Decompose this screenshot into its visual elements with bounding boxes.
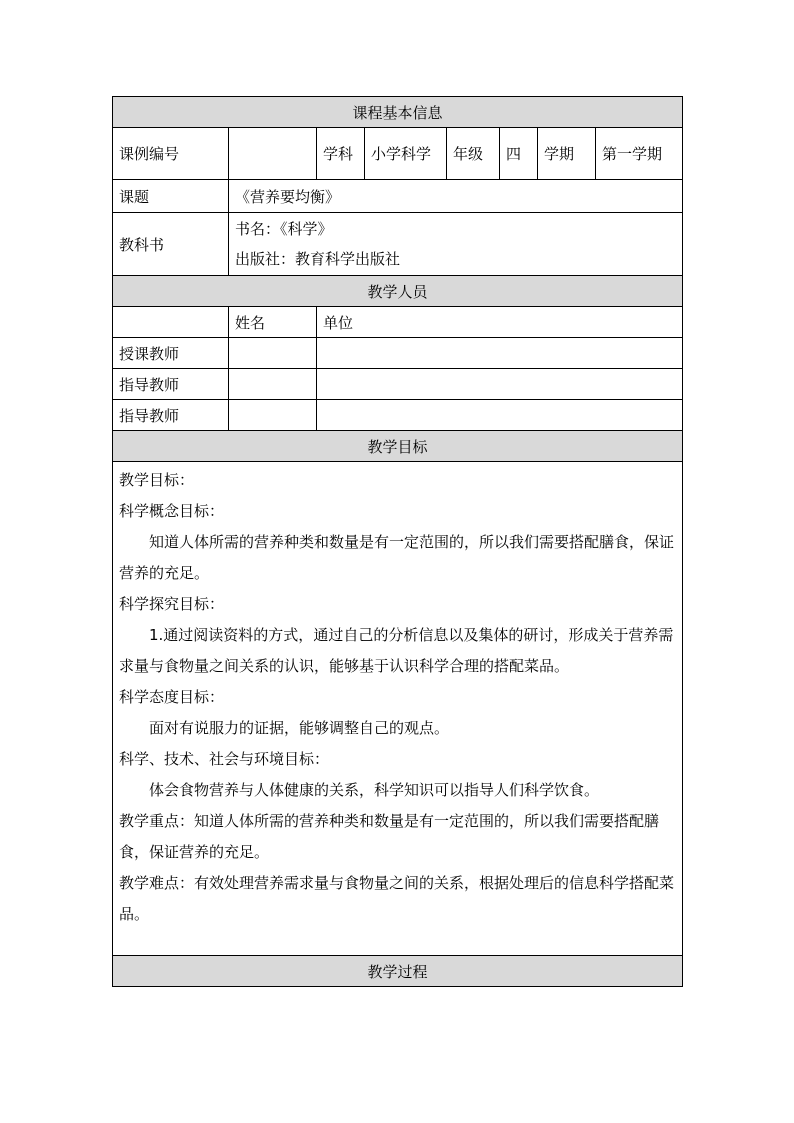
staff-name bbox=[229, 400, 317, 431]
objectives-header: 教学目标 bbox=[113, 431, 683, 462]
case-number-label: 课例编号 bbox=[113, 128, 229, 180]
publisher: 出版社：教育科学出版社 bbox=[235, 250, 401, 268]
grade-value: 四 bbox=[500, 128, 538, 180]
table-row bbox=[113, 369, 683, 400]
staff-unit bbox=[317, 338, 683, 369]
lesson-plan-sheet bbox=[112, 96, 682, 987]
staff-role: 授课教师 bbox=[113, 338, 229, 369]
textbook-details bbox=[229, 213, 683, 276]
textbook-label: 教科书 bbox=[113, 213, 229, 276]
stse-goal-text: 体会食物营养与人体健康的关系，科学知识可以指导人们科学饮食。 bbox=[149, 781, 600, 799]
subject-value: 小学科学 bbox=[365, 128, 447, 180]
objectives-body bbox=[113, 462, 683, 956]
table-row bbox=[113, 400, 683, 431]
staff-role: 指导教师 bbox=[113, 369, 229, 400]
basic-info-header: 课程基本信息 bbox=[113, 97, 683, 128]
table-row bbox=[113, 338, 683, 369]
lesson-plan-table bbox=[112, 96, 683, 987]
subject-label: 学科 bbox=[317, 128, 365, 180]
attitude-goal-text: 面对有说服力的证据，能够调整自己的观点。 bbox=[149, 719, 450, 737]
name-column-header: 姓名 bbox=[229, 307, 317, 338]
staff-header: 教学人员 bbox=[113, 276, 683, 307]
inquiry-goal-text: 1.通过阅读资料的方式，通过自己的分析信息以及集体的研讨，形成关于营养需求量与食物量之间关系的认识，能够基于认识科学合理的搭配菜品。 bbox=[119, 626, 674, 675]
stse-goal-heading: 科学、技术、社会与环境目标： bbox=[119, 750, 330, 768]
unit-column-header: 单位 bbox=[317, 307, 683, 338]
staff-name bbox=[229, 338, 317, 369]
attitude-goal-heading: 科学态度目标： bbox=[119, 688, 225, 706]
objectives-heading: 教学目标： bbox=[119, 471, 195, 489]
concept-goal-heading: 科学概念目标： bbox=[119, 502, 225, 520]
concept-goal-text: 知道人体所需的营养种类和数量是有一定范围的，所以我们需要搭配膳食，保证营养的充足。 bbox=[119, 533, 675, 582]
staff-unit bbox=[317, 400, 683, 431]
book-name: 书名：《科学》 bbox=[235, 220, 333, 238]
difficulty-text: 教学难点：有效处理营养需求量与食物量之间的关系，根据处理后的信息科学搭配菜品。 bbox=[119, 874, 675, 923]
term-label: 学期 bbox=[538, 128, 596, 180]
topic-value: 《营养要均衡》 bbox=[229, 180, 683, 213]
key-point-text: 教学重点：知道人体所需的营养种类和数量是有一定范围的，所以我们需要搭配膳食，保证营养的充足。 bbox=[119, 812, 660, 861]
staff-corner-cell bbox=[113, 307, 229, 338]
inquiry-goal-heading: 科学探究目标： bbox=[119, 595, 225, 613]
process-header: 教学过程 bbox=[113, 956, 683, 987]
staff-role: 指导教师 bbox=[113, 400, 229, 431]
staff-unit bbox=[317, 369, 683, 400]
case-number-value bbox=[229, 128, 317, 180]
term-value: 第一学期 bbox=[596, 128, 683, 180]
topic-label: 课题 bbox=[113, 180, 229, 213]
staff-name bbox=[229, 369, 317, 400]
grade-label: 年级 bbox=[447, 128, 500, 180]
